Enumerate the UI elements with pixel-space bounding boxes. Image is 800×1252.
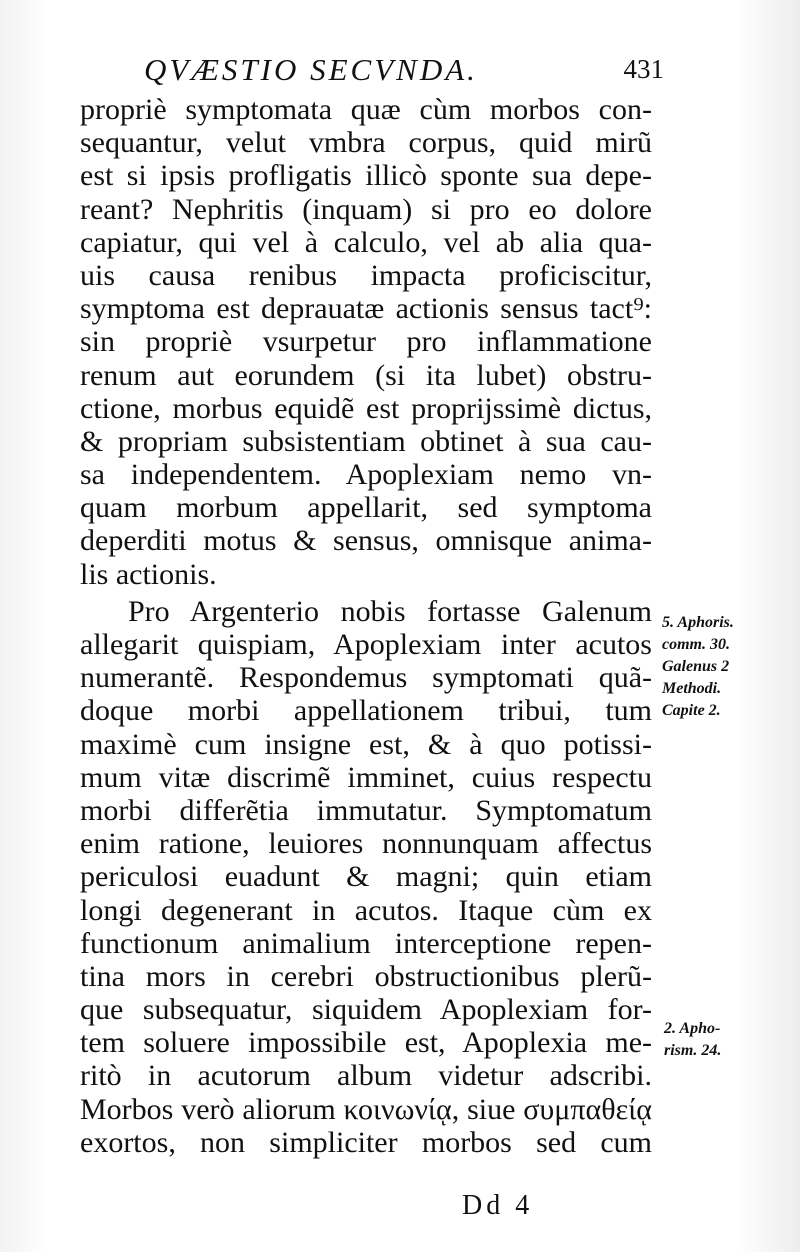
- text-line: uis causa renibus impacta proficiscitur,: [80, 258, 652, 292]
- text-line: periculosi euadunt & magni; quin etiam: [80, 860, 652, 894]
- text-line: exortos, non simpliciter morbos sed cum: [80, 1125, 652, 1159]
- text-line: tem soluere impossibile est, Apoplexia me-: [80, 1026, 652, 1060]
- text-line: tina mors in cerebri obstructionibus plerũ-: [80, 959, 652, 993]
- text-line: doque morbi appellationem tribui, tum: [80, 694, 652, 728]
- text-line: sin propriè vsurpetur pro inflammatione: [80, 325, 652, 359]
- text-line: reant? Nephritis (inquam) si pro eo dolore: [80, 192, 652, 226]
- text-line: morbi differẽtia immutatur. Symptomatum: [80, 793, 652, 827]
- text-line: symptoma est deprauatæ actionis sensus tact⁹:: [80, 292, 652, 326]
- marginal-note-galen-reference: [662, 612, 790, 722]
- page-number: 431: [623, 54, 664, 84]
- text-line: allegarit quispiam, Apoplexiam inter acutos: [80, 628, 652, 661]
- marginal-note-line: Galenus 2: [662, 658, 730, 675]
- text-line: que subsequatur, siquidem Apoplexiam for-: [80, 993, 652, 1027]
- text-line: & propriam subsistentiam obtinet à sua cau-: [80, 424, 652, 458]
- text-line: quam morbum appellarit, sed symptoma: [80, 491, 652, 525]
- signature-mark: Dd 4: [462, 1190, 534, 1221]
- text-line: longi degenerant in acutos. Itaque cùm ex: [80, 893, 652, 927]
- text-line: capiatur, qui vel à calculo, vel ab alia qua-: [80, 225, 652, 259]
- running-title: QVÆSTIO SECVNDA.: [144, 52, 478, 87]
- text-line: mum vitæ discrimẽ imminet, cuius respectu: [80, 760, 652, 794]
- text-line: Pro Argenterio nobis fortasse Galenum: [128, 594, 652, 628]
- text-line: functionum animalium interceptione repen-: [80, 926, 652, 960]
- running-head: [144, 52, 664, 92]
- marginal-note-line: comm. 30.: [662, 636, 730, 653]
- text-line: renum aut eorundem (si ita lubet) obstru-: [80, 358, 652, 392]
- text-line: est si ipsis profligatis illicò sponte sua depe-: [80, 159, 652, 193]
- marginal-note-line: 2. Apho-: [664, 1020, 721, 1037]
- text-line: deperditi motus & sensus, omnisque anima-: [80, 524, 652, 558]
- marginal-note-line: Methodi.: [662, 680, 722, 697]
- marginal-note-aphorism-reference: [664, 1018, 792, 1062]
- text-line: propriè symptomata quæ cùm morbos con-: [80, 93, 652, 126]
- text-line: numerantẽ. Respondemus symptomati quã-: [80, 661, 652, 695]
- text-line: ctione, morbus equidẽ est proprijssimè dictus,: [80, 391, 652, 425]
- main-text-block: [80, 93, 652, 1159]
- text-line: ritò in acutorum album videtur adscribi.: [80, 1059, 652, 1093]
- marginal-note-line: rism. 24.: [664, 1042, 722, 1059]
- text-line: lis actionis.: [80, 557, 217, 591]
- text-line: enim ratione, leuiores nonnunquam affectus: [80, 827, 652, 861]
- text-line: sa independentem. Apoplexiam nemo vn-: [80, 458, 652, 492]
- text-line: sequantur, velut vmbra corpus, quid mirũ: [80, 126, 652, 160]
- marginal-note-line: Capite 2.: [662, 702, 721, 719]
- marginal-note-line: 5. Aphoris.: [662, 614, 734, 631]
- text-line: Morbos verò aliorum κοινωνίᾳ, siue συμπαθείᾳ: [80, 1092, 652, 1126]
- text-line: maximè cum insigne est, & à quo potissi-: [80, 727, 652, 761]
